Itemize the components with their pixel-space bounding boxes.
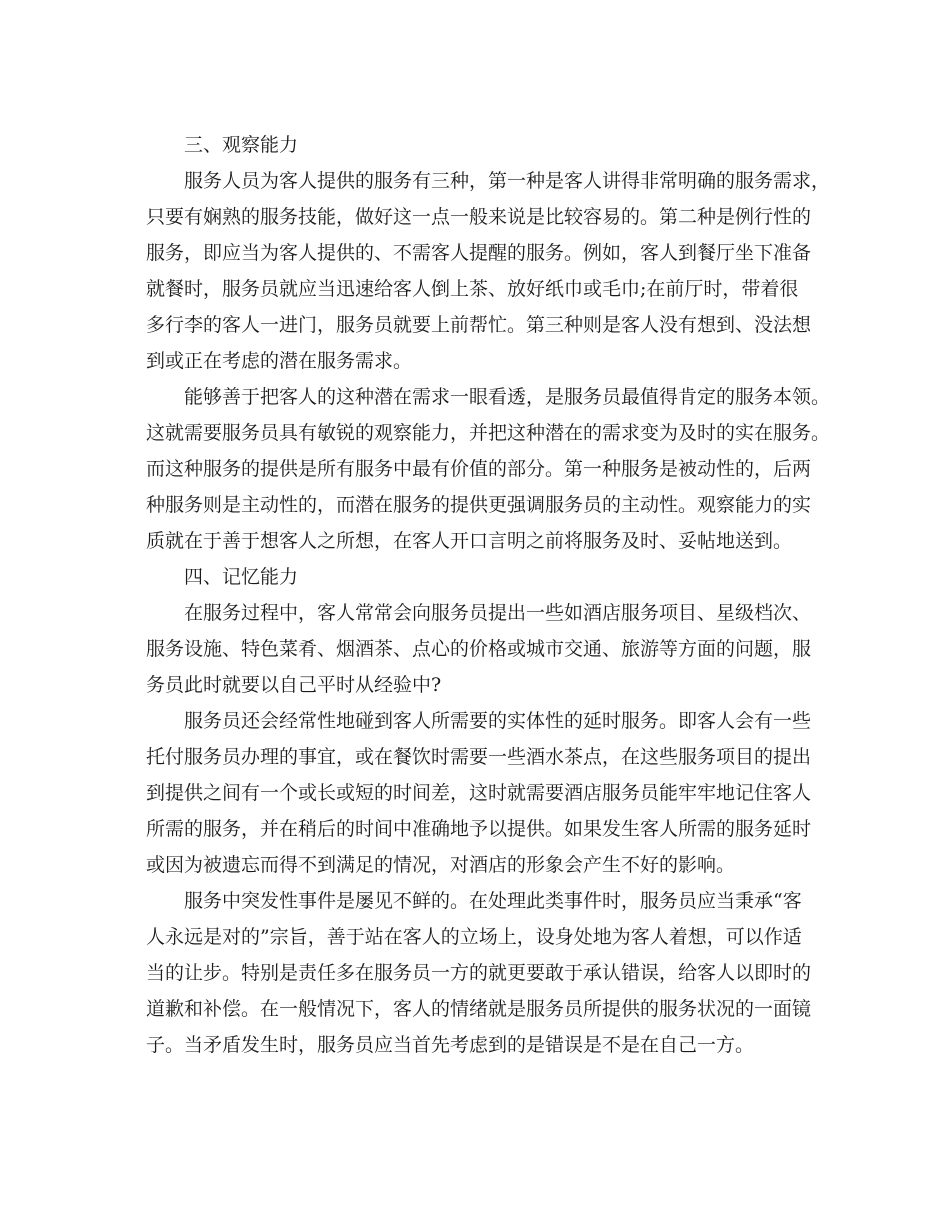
paragraph-line: 服务，即应当为客人提供的、不需客人提醒的服务。例如，客人到餐厅坐下准备 [146,242,812,264]
paragraph-line: 托付服务员办理的事宜，或在餐饮时需要一些酒水茶点，在这些服务项目的提出 [146,746,812,768]
section-heading-memory: 四、记忆能力 [184,566,299,588]
paragraph-line: 当的让步。特别是责任多在服务员一方的就更要敢于承认错误，给客人以即时的 [146,962,812,984]
paragraph-line: 服务员还会经常性地碰到客人所需要的实体性的延时服务。即客人会有一些 [184,710,812,732]
paragraph-line: 只要有娴熟的服务技能，做好这一点一般来说是比较容易的。第二种是例行性的 [146,206,812,228]
paragraph-line: 能够善于把客人的这种潜在需求一眼看透，是服务员最值得肯定的服务本领。 [184,386,831,408]
paragraph-line: 务员此时就要以自己平时从经验中? [146,674,442,696]
paragraph-line: 服务中突发性事件是屡见不鲜的。在处理此类事件时，服务员应当秉承“客 [184,890,802,912]
paragraph-line: 人永远是对的”宗旨，善于站在客人的立场上，设身处地为客人着想，可以作适 [146,926,802,948]
paragraph-line: 多行李的客人一进门，服务员就要上前帮忙。第三种则是客人没有想到、没法想 [146,314,812,336]
paragraph-line: 到或正在考虑的潜在服务需求。 [146,350,413,372]
paragraph-line: 所需的服务，并在稍后的时间中准确地予以提供。如果发生客人所需的服务延时 [146,818,812,840]
paragraph-line: 在服务过程中，客人常常会向服务员提出一些如酒店服务项目、星级档次、 [184,602,812,624]
section-heading-observation: 三、观察能力 [184,134,299,156]
paragraph-line: 到提供之间有一个或长或短的时间差，这时就需要酒店服务员能牢牢地记住客人 [146,782,812,804]
paragraph-line: 而这种服务的提供是所有服务中最有价值的部分。第一种服务是被动性的，后两 [146,458,812,480]
paragraph-line: 子。当矛盾发生时，服务员应当首先考虑到的是错误是不是在自己一方。 [146,1034,755,1056]
paragraph-line: 就餐时，服务员就应当迅速给客人倒上茶、放好纸巾或毛巾;在前厅时，带着很 [146,278,799,300]
paragraph-line: 道歉和补偿。在一般情况下，客人的情绪就是服务员所提供的服务状况的一面镜 [146,998,812,1020]
paragraph-line: 质就在于善于想客人之所想，在客人开口言明之前将服务及时、妥帖地送到。 [146,530,793,552]
paragraph-line: 服务设施、特色菜肴、烟酒茶、点心的价格或城市交通、旅游等方面的问题，服 [146,638,812,660]
paragraph-line: 或因为被遗忘而得不到满足的情况，对酒店的形象会产生不好的影响。 [146,854,736,876]
paragraph-line: 种服务则是主动性的，而潜在服务的提供更强调服务员的主动性。观察能力的实 [146,494,812,516]
paragraph-line: 这就需要服务员具有敏锐的观察能力，并把这种潜在的需求变为及时的实在服务。 [146,422,831,444]
paragraph-line: 服务人员为客人提供的服务有三种，第一种是客人讲得非常明确的服务需求， [184,170,831,192]
